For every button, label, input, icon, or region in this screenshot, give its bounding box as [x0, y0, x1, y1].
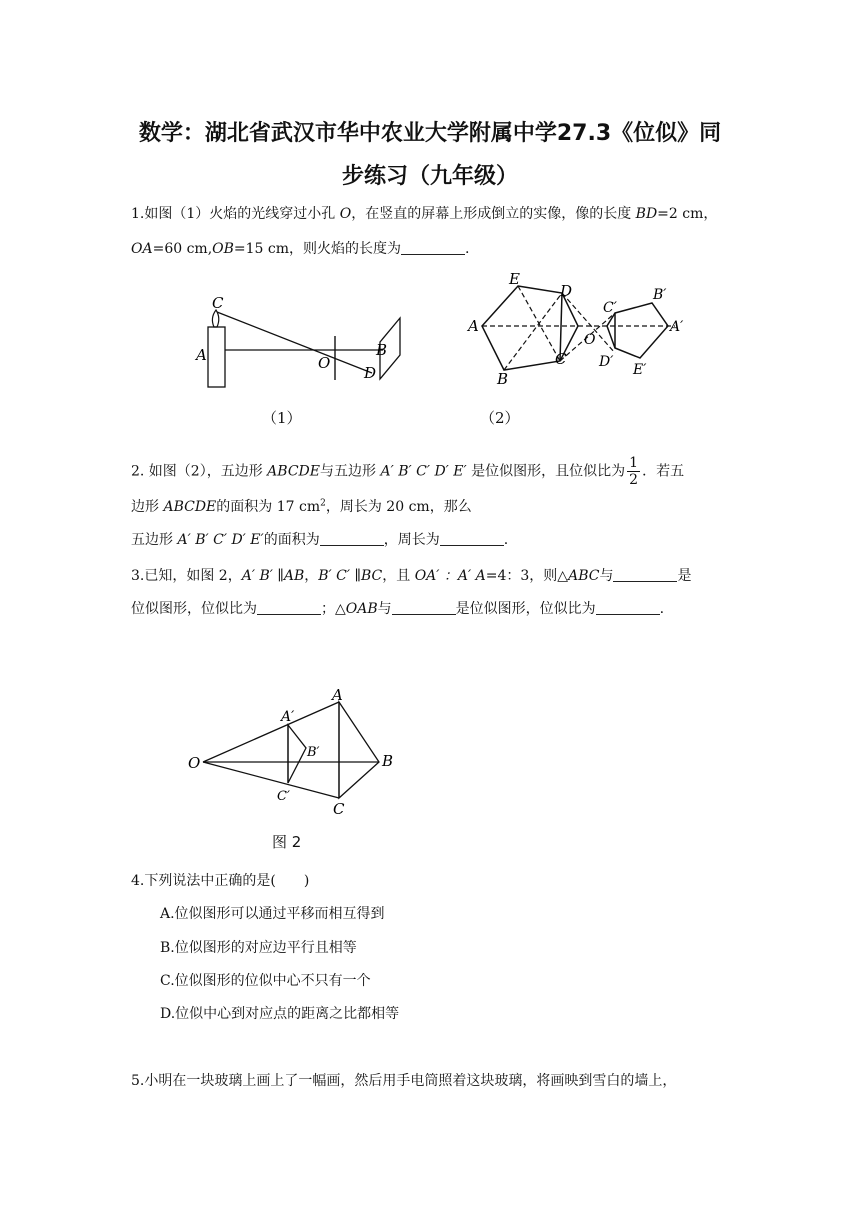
fig2-caption: （2） [480, 409, 520, 427]
question-4-stem: 4.下列说法中正确的是( ) [131, 873, 310, 889]
q2-text-c: 是位似图形，且位似比为 [466, 463, 626, 480]
q2-text-g: ，周长为 20 cm，那么 [325, 499, 472, 515]
question-2-line3 [131, 529, 508, 549]
answer-blank[interactable] [596, 600, 660, 615]
fig3-caption: 图 2 [272, 833, 302, 851]
q3-text-k: . [659, 601, 665, 617]
question-5-stem: 5.小明在一块玻璃上画上了一幅画，然后用手电筒照着这块玻璃，将画映到雪白的墙上， [131, 1073, 677, 1089]
q3-var-bc-parallel: B′ C′ ∥BC [318, 568, 383, 584]
answer-blank[interactable] [320, 531, 384, 546]
figure-1-candle-pinhole [190, 290, 430, 405]
fig3-label-b: B [382, 752, 394, 770]
q2-superscript: 2 [320, 498, 326, 509]
fig1-label-c: C [212, 294, 224, 312]
q2-text-b: 与五边形 [320, 463, 381, 480]
q2-text-d: ．若五 [642, 463, 685, 480]
q1-var-o: O [339, 206, 352, 222]
fig3-label-c-prime: C′ [277, 789, 290, 804]
page-title: 数学：湖北省武汉市华中农业大学附属中学27.3《位似》同 [138, 121, 722, 146]
fig1-label-b: B [376, 341, 388, 359]
fig3-label-b-prime: B′ [307, 745, 320, 760]
q2-var-prime-pentagon: A′ B′ C′ D′ E′ [380, 463, 467, 480]
fig2-label-b: B [497, 370, 509, 388]
q3-var-ab-parallel: A′ B′ ∥AB [241, 568, 305, 584]
fig3-label-a: A [332, 688, 343, 704]
option-d[interactable]: D.位似中心到对应点的距离之比都相等 [160, 1006, 400, 1022]
fig2-label-b-prime: B′ [653, 287, 667, 303]
q2-text-j: ，周长为 [383, 532, 440, 548]
q3-text-g: 位似图形，位似比为 [131, 601, 257, 617]
answer-blank[interactable] [401, 240, 465, 255]
answer-blank[interactable] [613, 567, 677, 582]
fig1-caption: （1） [262, 409, 302, 427]
q3-text-f: 是 [677, 568, 692, 584]
fig2-label-c: C [555, 350, 567, 368]
q2-var-abcde: ABCDE [267, 463, 320, 480]
fig2-label-e-prime: E′ [633, 362, 647, 378]
fig3-label-c: C [333, 800, 345, 818]
q3-var-abc: ABC [568, 568, 600, 584]
q1-text-f: . [465, 241, 470, 257]
question-2-line1 [131, 455, 684, 488]
fig2-label-o: O [584, 332, 596, 348]
fig3-label-o: O [188, 754, 201, 772]
q1-text-e: =15 cm，则火焰的长度为 [233, 241, 402, 257]
question-3-line1 [131, 565, 691, 585]
q3-var-ratio: OA′ ：A′ A [414, 568, 486, 584]
q1-var-ob: OB [212, 241, 234, 257]
q1-var-bd: BD [635, 206, 658, 222]
fig2-label-a-prime: A′ [670, 319, 684, 335]
option-c[interactable]: C.位似图形的位似中心不只有一个 [160, 973, 371, 989]
q1-text-d: =60 cm, [152, 241, 213, 257]
fig2-label-d-prime: D′ [599, 354, 614, 370]
option-b[interactable]: B.位似图形的对应边平行且相等 [160, 940, 357, 956]
option-a[interactable]: A.位似图形可以通过平移而相互得到 [160, 906, 385, 922]
q3-text-h: ；△ [321, 601, 346, 617]
q1-var-oa: OA [131, 241, 153, 257]
q3-text-i: 与 [377, 601, 392, 617]
fig3-label-a-prime: A′ [281, 709, 295, 725]
figure-3-triangles [183, 688, 403, 823]
q2-text-a: 2. 如图（2），五边形 [131, 463, 268, 480]
fig2-label-e: E [509, 270, 520, 288]
q2-text-h: 五边形 [131, 532, 178, 548]
fig1-label-o: O [318, 354, 331, 372]
q2-var-abcde-2: ABCDE [163, 499, 217, 515]
ratio-fraction [627, 455, 640, 488]
fig2-label-a: A [468, 317, 479, 335]
answer-blank[interactable] [392, 600, 456, 615]
answer-blank[interactable] [440, 531, 504, 546]
q3-text-a: 3.已知，如图 2， [131, 568, 242, 584]
q2-text-i: 的面积为 [263, 532, 320, 548]
q1-text-c: =2 cm， [657, 206, 718, 222]
q3-text-d: =4：3，则△ [485, 568, 569, 584]
figure-2-pentagons [465, 268, 695, 393]
fig2-label-d: D [560, 282, 573, 300]
question-1-line2 [131, 238, 470, 258]
fraction-numerator: 1 [629, 455, 639, 471]
fraction-denominator: 2 [629, 472, 639, 488]
q1-text-a: 1.如图（1）火焰的光线穿过小孔 [131, 206, 340, 222]
q2-var-prime-pentagon-2: A′ B′ C′ D′ E′ [177, 532, 264, 548]
fig2-label-c-prime: C′ [603, 300, 617, 316]
q2-text-f: 的面积为 17 cm [216, 499, 321, 515]
question-2-line2 [131, 496, 472, 516]
q3-text-e: 与 [599, 568, 614, 584]
page-title-line2: 步练习（九年级） [341, 164, 518, 189]
fig1-label-d: D [364, 364, 377, 382]
q3-var-oab: OAB [345, 601, 378, 617]
q2-text-e: 边形 [131, 499, 164, 515]
question-3-line2 [131, 598, 664, 618]
fig1-label-a: A [196, 346, 207, 364]
question-1-line1 [131, 203, 717, 223]
q2-text-k: . [503, 532, 509, 548]
q3-text-j: 是位似图形，位似比为 [455, 601, 596, 617]
q1-text-b: ，在竖直的屏幕上形成倒立的实像，像的长度 [351, 206, 636, 222]
answer-blank[interactable] [257, 600, 321, 615]
q3-text-c: ，且 [382, 568, 415, 584]
q3-text-b: ， [304, 568, 319, 584]
